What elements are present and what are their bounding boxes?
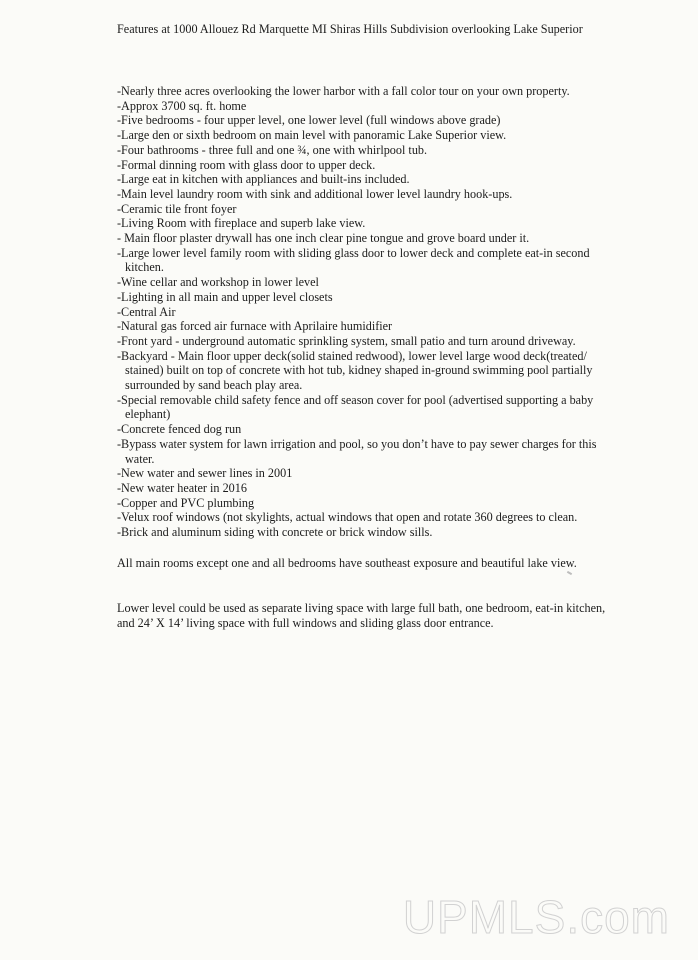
feature-item: -Large lower level family room with sliding glass door to lower deck and complete eat-in second kitchen. (117, 245, 590, 275)
feature-item: -Main level laundry room with sink and additional lower level laundry hook-ups. (117, 186, 513, 201)
feature-item: -Five bedrooms - four upper level, one lower level (full windows above grade) (117, 113, 501, 128)
feature-item: -Central Air (117, 304, 176, 319)
feature-item: -Copper and PVC plumbing (117, 495, 255, 510)
feature-item: -Velux roof windows (not skylights, actual windows that open and rotate 360 degrees to clean. (117, 510, 578, 525)
exposure-paragraph: All main rooms except one and all bedrooms have southeast exposure and beautiful lake view. (117, 556, 577, 570)
feature-item: -Concrete fenced dog run (117, 422, 242, 437)
feature-item: -Wine cellar and workshop in lower level (117, 275, 319, 290)
feature-item: -Large eat in kitchen with appliances and built-ins included. (117, 172, 410, 187)
feature-item: -New water heater in 2016 (117, 480, 247, 495)
feature-item: -Special removable child safety fence and off season cover for pool (advertised supporting a baby elephant) (117, 392, 594, 422)
feature-item: -Natural gas forced air furnace with Aprilaire humidifier (117, 319, 393, 334)
document-title: Features at 1000 Allouez Rd Marquette MI Shiras Hills Subdivision overlooking Lake Superior (117, 22, 583, 36)
feature-item: -Approx 3700 sq. ft. home (117, 98, 247, 113)
feature-item: - Main floor plaster drywall has one inch clear pine tongue and grove board under it. (117, 231, 530, 246)
feature-item: -Living Room with fireplace and superb lake view. (117, 216, 366, 231)
feature-item: -Backyard - Main floor upper deck(solid stained redwood), lower level large wood deck(treated/ stained) built on top of concrete with hot tub, kidney shaped in-ground swimming pool partially surrounded by sand beach play area. (117, 348, 593, 393)
feature-item: -Large den or sixth bedroom on main level with panoramic Lake Superior view. (117, 128, 507, 143)
feature-item: -New water and sewer lines in 2001 (117, 466, 293, 481)
feature-item: -Formal dinning room with glass door to upper deck. (117, 157, 376, 172)
upmls-watermark: UPMLS.com (402, 891, 670, 943)
feature-item: -Nearly three acres overlooking the lower harbor with a fall color tour on your own property. (117, 84, 570, 98)
features-list (117, 84, 617, 540)
lower-level-paragraph: Lower level could be used as separate living space with large full bath, one bedroom, eat-in kitchen, and 24’ X 14’ living space with full windows and sliding glass door entrance. (117, 601, 606, 630)
feature-item: -Bypass water system for lawn irrigation and pool, so you don’t have to pay sewer charges for this water. (117, 436, 597, 466)
feature-item: -Brick and aluminum siding with concrete or brick window sills. (117, 525, 433, 540)
feature-item: -Four bathrooms - three full and one ¾, one with whirlpool tub. (117, 142, 428, 157)
feature-item: -Front yard - underground automatic sprinkling system, small patio and turn around driveway. (117, 333, 576, 348)
scan-speck (567, 571, 572, 575)
feature-item: -Lighting in all main and upper level closets (117, 289, 333, 304)
feature-item: -Ceramic tile front foyer (117, 201, 237, 216)
